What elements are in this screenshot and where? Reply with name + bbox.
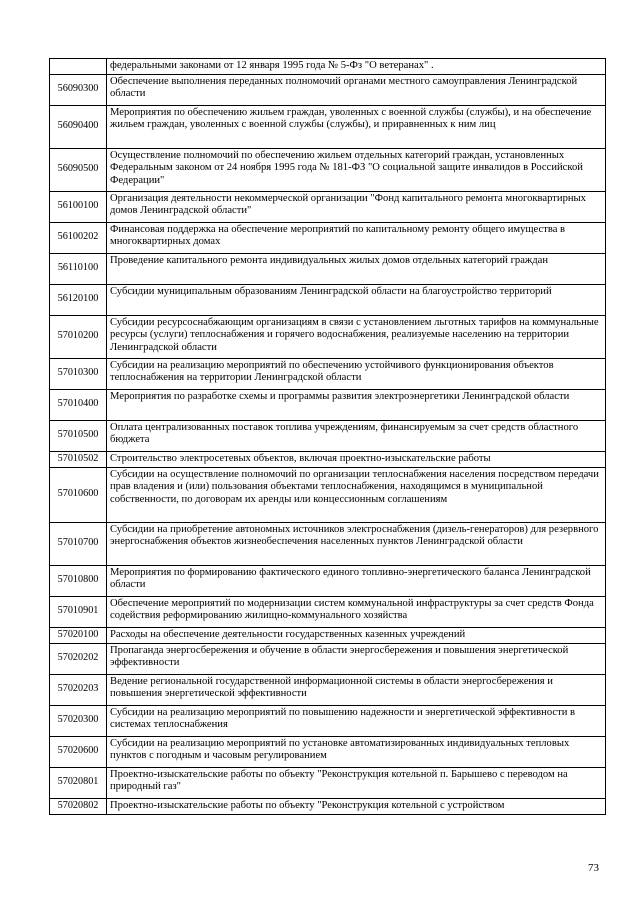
row-description: Ведение региональной государственной информационной системы в области энергосбережения и повышения энергетической эффективности <box>107 674 606 705</box>
row-description: Проектно-изыскательские работы по объекту "Реконструкция котельной с устройством <box>107 798 606 814</box>
table-body <box>50 59 606 815</box>
row-description: Субсидии на реализацию мероприятий по повышению надежности и энергетической эффективности в системах теплоснабжения <box>107 705 606 736</box>
row-description: Субсидии муниципальным образованиям Ленинградской области на благоустройство территорий <box>107 284 606 315</box>
row-description: федеральными законами от 12 января 1995 года № 5-Фз "О ветеранах" . <box>107 59 606 75</box>
row-code: 57020802 <box>50 798 107 814</box>
row-description: Мероприятия по формированию фактического единого топливно-энергетического баланса Ленинградской области <box>107 565 606 596</box>
table-row <box>50 253 606 284</box>
table-row <box>50 191 606 222</box>
table-row <box>50 389 606 420</box>
row-description: Субсидии на осуществление полномочий по организации теплоснабжения населения посредством передачи прав владения и (или) пользования объектами теплоснабжения, находящимся в муниципальной собственности, по договорам их аренды или концессионным соглашениям <box>107 467 606 522</box>
table-row <box>50 59 606 75</box>
table-row <box>50 643 606 674</box>
table-row <box>50 420 606 451</box>
row-description: Строительство электросетевых объектов, включая проектно-изыскательские работы <box>107 451 606 467</box>
row-code: 57020202 <box>50 643 107 674</box>
table-row <box>50 222 606 253</box>
row-description: Субсидии на реализацию мероприятий по обеспечению устойчивого функционирования объектов теплоснабжения на территории Ленинградской области <box>107 358 606 389</box>
table-row <box>50 451 606 467</box>
table-row <box>50 284 606 315</box>
budget-codes-table <box>49 58 606 815</box>
row-description: Субсидии на реализацию мероприятий по установке автоматизированных индивидуальных тепловых пунктов с погодным и часовым регулированием <box>107 736 606 767</box>
table-row <box>50 705 606 736</box>
row-code: 57020100 <box>50 627 107 643</box>
row-code: 57020203 <box>50 674 107 705</box>
row-code: 57020600 <box>50 736 107 767</box>
row-code: 56120100 <box>50 284 107 315</box>
row-code: 57010700 <box>50 522 107 565</box>
row-description: Проектно-изыскательские работы по объекту "Реконструкция котельной п. Барышево с переводом на природный газ" <box>107 767 606 798</box>
row-code: 56100100 <box>50 191 107 222</box>
row-code: 57020801 <box>50 767 107 798</box>
table-row <box>50 798 606 814</box>
table-row <box>50 565 606 596</box>
row-code: 57010800 <box>50 565 107 596</box>
table-row <box>50 627 606 643</box>
row-code: 56090400 <box>50 105 107 148</box>
row-description: Субсидии на приобретение автономных источников электроснабжения (дизель-генераторов) для резервного энергоснабжения объектов жизнеобеспечения населенных пунктов Ленинградской области <box>107 522 606 565</box>
row-code: 57020300 <box>50 705 107 736</box>
row-description: Расходы на обеспечение деятельности государственных казенных учреждений <box>107 627 606 643</box>
row-description: Обеспечение выполнения переданных полномочий органами местного самоуправления Ленинградской области <box>107 74 606 105</box>
row-description: Финансовая поддержка на обеспечение мероприятий по капитальному ремонту общего имущества в многоквартирных домах <box>107 222 606 253</box>
row-description: Обеспечение мероприятий по модернизации систем коммунальной инфраструктуры за счет средств Фонда содействия реформированию жилищно-коммунального хозяйства <box>107 596 606 627</box>
row-description: Субсидии ресурсоснабжающим организациям в связи с установлением льготных тарифов на коммунальные ресурсы (услуги) теплоснабжения и горячего водоснабжения, реализуемые населению на территории Ленинградской области <box>107 315 606 358</box>
row-code: 57010600 <box>50 467 107 522</box>
row-code: 57010901 <box>50 596 107 627</box>
row-code: 57010400 <box>50 389 107 420</box>
row-description: Пропаганда энергосбережения и обучение в области энергосбережения и повышения энергетической эффективности <box>107 643 606 674</box>
row-code: 57010500 <box>50 420 107 451</box>
row-description: Мероприятия по обеспечению жильем граждан, уволенных с военной службы (службы), и на обеспечение жильем граждан, уволенных с военной службы (службы), и приравненных к ним лиц <box>107 105 606 148</box>
table-row <box>50 315 606 358</box>
row-code: 57010200 <box>50 315 107 358</box>
table-row <box>50 522 606 565</box>
row-code: 56100202 <box>50 222 107 253</box>
row-code: 56090500 <box>50 148 107 191</box>
table-row <box>50 674 606 705</box>
table-row <box>50 596 606 627</box>
row-code: 56090300 <box>50 74 107 105</box>
row-code: 56110100 <box>50 253 107 284</box>
table-row <box>50 148 606 191</box>
row-code: 57010300 <box>50 358 107 389</box>
row-description: Оплата централизованных поставок топлива учреждениям, финансируемым за счет средств областного бюджета <box>107 420 606 451</box>
page-number: 73 <box>588 862 599 874</box>
table-row <box>50 74 606 105</box>
row-description: Проведение капитального ремонта индивидуальных жилых домов отдельных категорий граждан <box>107 253 606 284</box>
row-description: Мероприятия по разработке схемы и программы развития электроэнергетики Ленинградской области <box>107 389 606 420</box>
table-row <box>50 467 606 522</box>
table-row <box>50 767 606 798</box>
table-row <box>50 736 606 767</box>
table-row <box>50 358 606 389</box>
row-code: 57010502 <box>50 451 107 467</box>
table-row <box>50 105 606 148</box>
row-description: Организация деятельности некоммерческой организации "Фонд капитального ремонта многоквартирных домов Ленинградской области" <box>107 191 606 222</box>
row-code <box>50 59 107 75</box>
row-description: Осуществление полномочий по обеспечению жильем отдельных категорий граждан, установленных Федеральным законом от 24 ноября 1995 года № 181-ФЗ "О социальной защите инвалидов в Российской Федерации" <box>107 148 606 191</box>
